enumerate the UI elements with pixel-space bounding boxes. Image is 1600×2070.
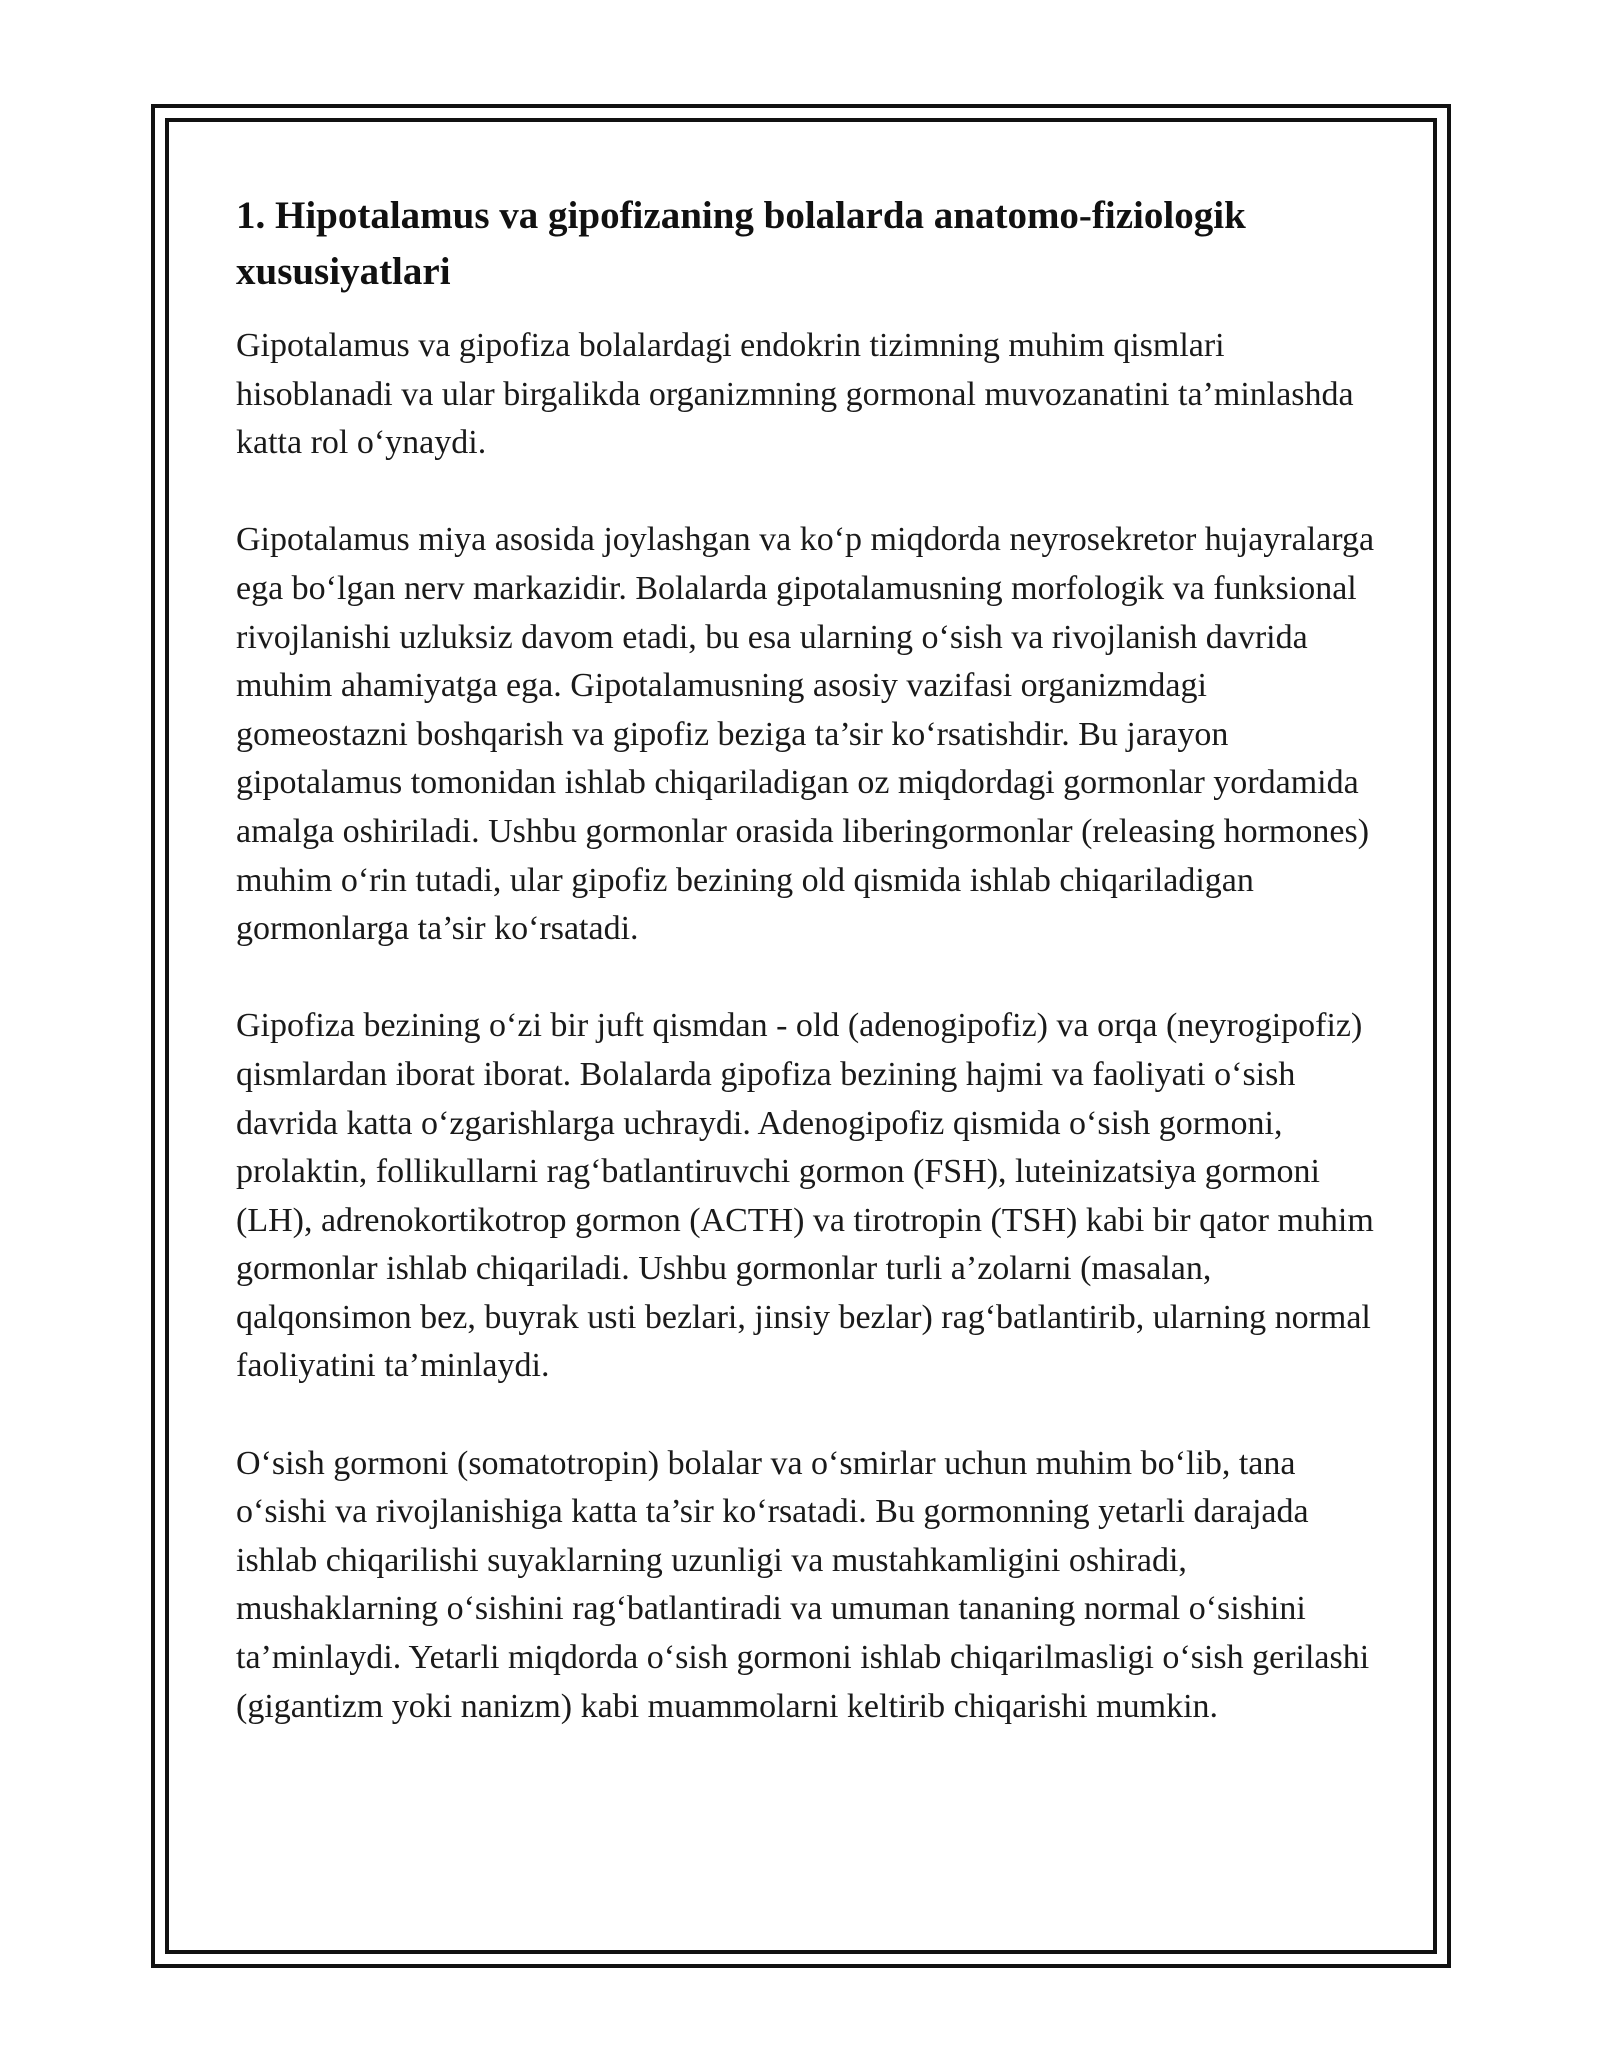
paragraph-pituitary: Gipofiza bezining o‘zi bir juft qismdan - old (adenogipofiz) va orqa (neyrogipofiz) qismlardan iborat iborat. Bolalarda gipofiza bezining hajmi va faoliyati o‘sish davrida katta o‘zgarishlarga uchraydi. Adenogipofiz qismida o‘sish gormoni, prolaktin, follikullarni rag‘batlantiruvchi gormon (FSH), luteinizatsiya gormoni (LH), adrenokortikotrop gormon (ACTH) va tirotropin (TSH) kabi bir qator muhim gormonlar ishlab chiqariladi. Ushbu gormonlar turli a’zolarni (masalan, qalqonsimon bez, buyrak usti bezlari, jinsiy bezlar) rag‘batlantirib, ularning normal faoliyatini ta’minlaydi. [236,1007,1374,1385]
document-title: 1. Hipotalamus va gipofizaning bolalarda anatomo-fiziologik xususiyatlari [236,194,1246,293]
paragraph-growth-hormone: O‘sish gormoni (somatotropin) bolalar va o‘smirlar uchun muhim bo‘lib, tana o‘sishi va rivojlanishiga katta ta’sir ko‘rsatadi. Bu gormonning yetarli darajada ishlab chiqarilishi suyaklarning uzunligi va mustahkamligini oshiradi, mushaklarning o‘sishini rag‘batlantiradi va umuman tananing normal o‘sishini ta’minlaydi. Yetarli miqdorda o‘sish gormoni ishlab chiqarilmasligi o‘sish gerilashi (gigantizm yoki nanizm) kabi muammolarni keltirib chiqarishi mumkin. [236,1444,1370,1725]
paragraph-hypothalamus: Gipotalamus miya asosida joylashgan va ko‘p miqdorda neyrosekretor hujayralarga ega bo‘lgan nerv markazidir. Bolalarda gipotalamusning morfologik va funksional rivojlanishi uzluksiz davom etadi, bu esa ularning o‘sish va rivojlanish davrida muhim ahamiyatga ega. Gipotalamusning asosiy vazifasi organizmdagi gomeostazni boshqarish va gipofiz beziga ta’sir ko‘rsatishdir. Bu jarayon gipotalamus tomonidan ishlab chiqariladigan oz miqdordagi gormonlar yordamida amalga oshiriladi. Ushbu gormonlar orasida liberingormonlar (releasing hormones) muhim o‘rin tutadi, ular gipofiz bezining old qismida ishlab chiqariladigan gormonlarga ta’sir ko‘rsatadi. [236,521,1375,948]
document-content [236,188,1376,1780]
paragraph-intro: Gipotalamus va gipofiza bolalardagi endokrin tizimning muhim qismlari hisoblanadi va ular birgalikda organizmning gormonal muvozanatini ta’minlashda katta rol o‘ynaydi. [236,327,1354,462]
